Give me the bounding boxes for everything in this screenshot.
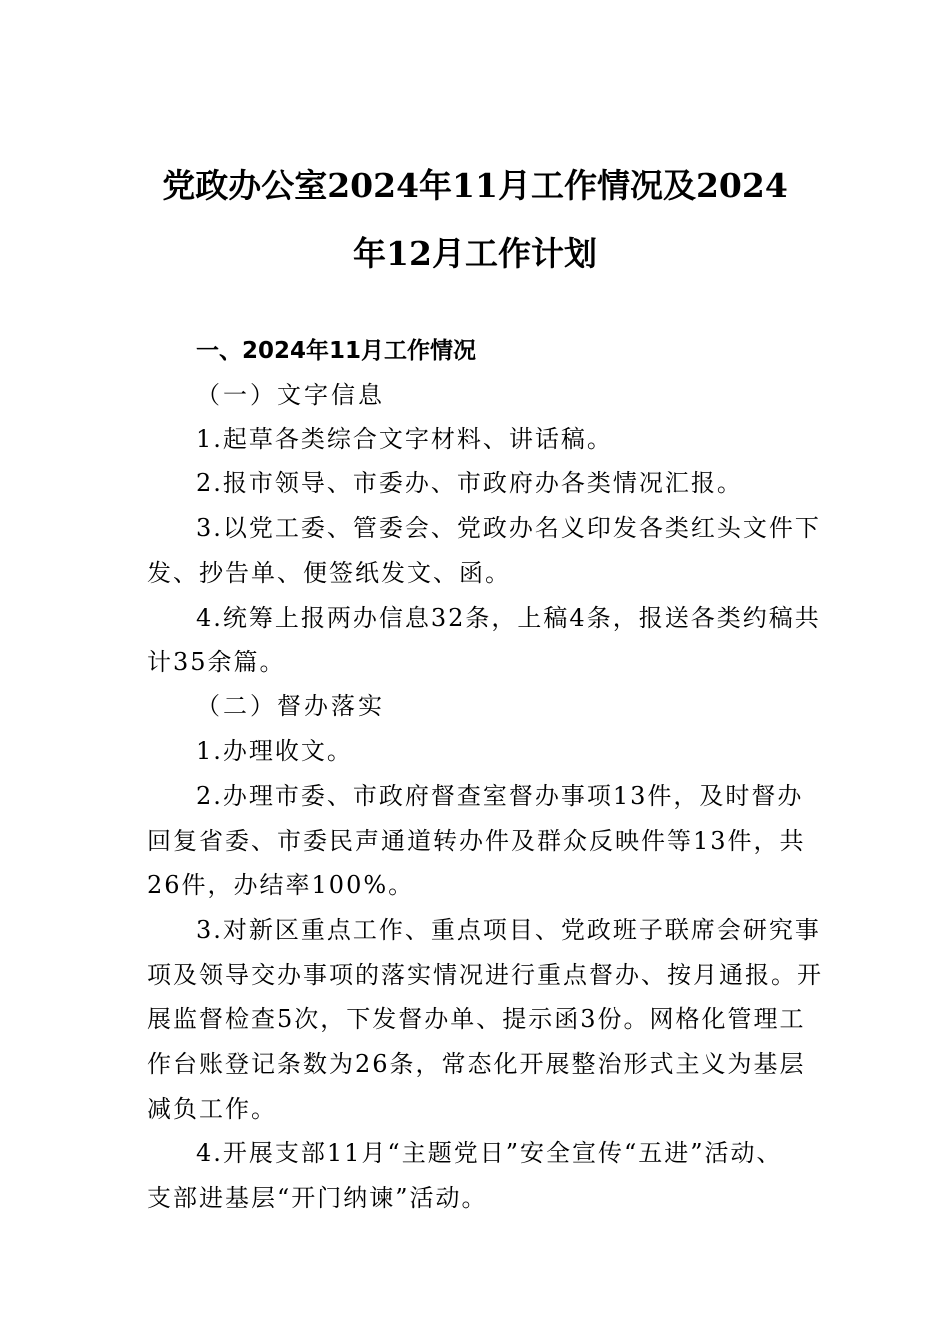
paragraph-line: 4.统筹上报两办信息32条，上稿4条，报送各类约稿共 bbox=[196, 604, 821, 632]
paragraph-line: 1.办理收文。 bbox=[196, 737, 353, 765]
subsection-heading-supervision: （二）督办落实 bbox=[196, 692, 385, 720]
paragraph-line: 回复省委、市委民声通道转办件及群众反映件等13件，共 bbox=[147, 827, 806, 855]
document-title-line-1: 党政办公室2024年11月工作情况及2024 bbox=[162, 166, 788, 205]
section-heading: 一、2024年11月工作情况 bbox=[196, 338, 477, 364]
paragraph-line: 4.开展支部11月“主题党日”安全宣传“五进”活动、 bbox=[196, 1139, 783, 1167]
paragraph-line: 3.以党工委、管委会、党政办名义印发各类红头文件下 bbox=[196, 514, 821, 542]
paragraph-line: 项及领导交办事项的落实情况进行重点督办、按月通报。开 bbox=[147, 961, 823, 989]
paragraph-line: 3.对新区重点工作、重点项目、党政班子联席会研究事 bbox=[196, 916, 821, 944]
subsection-heading-text-info: （一）文字信息 bbox=[196, 381, 385, 409]
paragraph-line: 26件，办结率100%。 bbox=[147, 871, 415, 899]
paragraph-line: 2.办理市委、市政府督查室督办事项13件，及时督办 bbox=[196, 782, 804, 810]
paragraph-line: 发、抄告单、便签纸发文、函。 bbox=[147, 559, 511, 587]
paragraph-line: 作台账登记条数为26条，常态化开展整治形式主义为基层 bbox=[147, 1050, 806, 1078]
paragraph-line: 展监督检查5次，下发督办单、提示函3份。网格化管理工 bbox=[147, 1005, 806, 1033]
document-title-line-2: 年12月工作计划 bbox=[353, 234, 597, 273]
paragraph-line: 2.报市领导、市委办、市政府办各类情况汇报。 bbox=[196, 469, 743, 497]
paragraph-line: 减负工作。 bbox=[147, 1095, 277, 1123]
paragraph-line: 1.起草各类综合文字材料、讲话稿。 bbox=[196, 425, 613, 453]
paragraph-line: 计35余篇。 bbox=[147, 648, 286, 676]
paragraph-line: 支部进基层“开门纳谏”活动。 bbox=[147, 1184, 488, 1212]
